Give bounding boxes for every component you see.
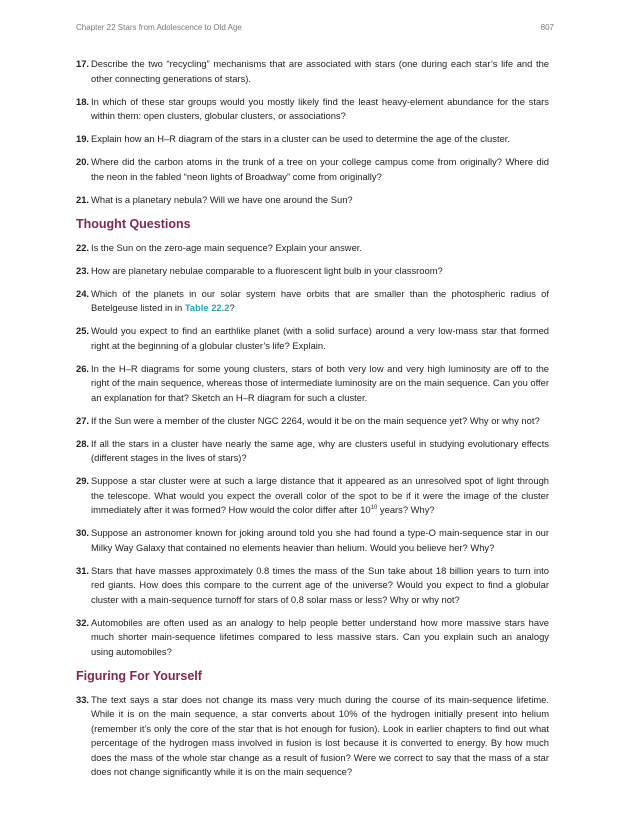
- question-number: 24.: [76, 287, 90, 299]
- question-31: [76, 564, 549, 608]
- chapter-title: Chapter 22 Stars from Adolescence to Old Age: [76, 23, 242, 32]
- question-text: [91, 287, 549, 316]
- question-text: The text says a star does not change its mass very much during the course of its main-sequence lifetime. While it is on the main sequence, a star converts about 10% of the hydrogen initially present into helium (remember it’s only the core of the star that is hot enough for fusion). Look in earlier chapters to find out what percentage of the hydrogen mass involved in fusion is lost because it is converted to energy. By how much does the mass of the whole star change as a result of fusion? Were we correct to say that the mass of a star does not change significantly while it is on the main sequence?: [91, 693, 549, 777]
- question-number: 31.: [76, 564, 90, 576]
- question-24: [76, 287, 549, 316]
- question-number: 29.: [76, 475, 90, 486]
- question-number: 22.: [76, 241, 90, 253]
- question-number: 33.: [76, 693, 90, 705]
- question-28: [76, 437, 549, 466]
- question-30: [76, 526, 549, 555]
- section-heading-thought-questions: Thought Questions: [76, 216, 191, 231]
- question-text: Would you expect to find an earthlike planet (with a solid surface) around a very low-mass star that formed right at the beginning of a globular cluster’s life? Explain.: [91, 325, 549, 351]
- question-text: How are planetary nebulae comparable to a fluorescent light bulb in your classroom?: [91, 264, 443, 276]
- question-32: [76, 616, 549, 660]
- table-link[interactable]: Table 22.2: [184, 302, 230, 313]
- question-19: [76, 132, 549, 147]
- question-text: [91, 474, 549, 518]
- figuring-questions: [76, 693, 549, 780]
- question-text: Where did the carbon atoms in the trunk of a tree on your college campus come from originally? Where did the neon in the fabled “neon lights of Broadway” come from originally?: [91, 156, 549, 182]
- question-18: [76, 95, 549, 124]
- question-number: 20.: [76, 156, 90, 167]
- question-text: Stars that have masses approximately 0.8 times the mass of the Sun take about 18 billion years to turn into red giants. How does this compare to the current age of the universe? Would you expect to find a globular cluster with a main-sequence turnoff for stars of 0.8 solar mass or less? Why or why not?: [91, 564, 549, 605]
- question-20: [76, 155, 549, 184]
- question-number: 17.: [76, 58, 90, 69]
- question-number: 21.: [76, 193, 90, 205]
- question-text-part: Suppose a star cluster were at such a large distance that it appeared as an unresolved spot of light through the telescope. What would you expect the overall color of the spot to be if it were the image of the cluster immediately after it was formed? How would the color differ after 10: [91, 475, 549, 515]
- review-questions: [76, 57, 549, 207]
- question-number: 19.: [76, 133, 90, 144]
- question-text-part: years? Why?: [377, 504, 435, 515]
- content: [76, 57, 549, 788]
- question-text-part: ?: [229, 302, 235, 313]
- question-number: 26.: [76, 362, 90, 374]
- question-number: 28.: [76, 437, 90, 449]
- question-17: [76, 57, 549, 86]
- question-text: If the Sun were a member of the cluster NGC 2264, would it be on the main sequence yet? Why or why not?: [91, 414, 540, 426]
- page-number: 807: [540, 23, 554, 32]
- question-number: 30.: [76, 527, 90, 538]
- question-text: What is a planetary nebula? Will we have one around the Sun?: [91, 193, 353, 205]
- question-text: In which of these star groups would you mostly likely find the least heavy-element abundance for the stars within them: open clusters, globular clusters, or associations?: [91, 95, 549, 121]
- question-number: 27.: [76, 414, 90, 426]
- question-22: [76, 241, 549, 256]
- question-number: 23.: [76, 264, 90, 276]
- question-number: 32.: [76, 616, 90, 628]
- section-heading-figuring-for-yourself: Figuring For Yourself: [76, 668, 202, 683]
- question-33: [76, 693, 549, 780]
- question-text-part: Which of the planets in our solar system have orbits that are smaller than the photospheric radius of Betelgeuse listed in in: [91, 287, 549, 313]
- question-text: Automobiles are often used as an analogy to help people better understand how more massive stars have much shorter main-sequence lifetimes compared to less massive stars. Can you explain such an analogy using automobiles?: [91, 616, 549, 657]
- question-text: Is the Sun on the zero-age main sequence? Explain your answer.: [91, 241, 362, 253]
- question-21: [76, 193, 549, 208]
- question-text: In the H–R diagrams for some young clusters, stars of both very low and very high luminosity are off to the right of the main sequence, whereas those of intermediate luminosity are on the main sequence. Can you offer an explanation for that? Sketch an H–R diagram for such a cluster.: [91, 362, 549, 403]
- question-text: If all the stars in a cluster have nearly the same age, why are clusters useful in studying evolutionary effects (different stages in the lives of stars)?: [91, 437, 549, 463]
- question-29: [76, 474, 549, 518]
- question-26: [76, 362, 549, 406]
- question-text: Explain how an H–R diagram of the stars in a cluster can be used to determine the age of the cluster.: [91, 133, 510, 144]
- question-number: 18.: [76, 95, 90, 107]
- running-header: [76, 23, 554, 32]
- question-number: 25.: [76, 325, 90, 336]
- question-25: [76, 324, 549, 353]
- exponent: 10: [370, 504, 378, 511]
- question-text: Suppose an astronomer known for joking around told you she had found a type-O main-sequence star in our Milky Way Galaxy that contained no elements heavier than helium. Would you believe her? Why?: [91, 527, 549, 553]
- question-text: Describe the two “recycling” mechanisms that are associated with stars (one during each star’s life and the other connecting generations of stars).: [91, 58, 549, 84]
- thought-questions: [76, 241, 549, 660]
- question-27: [76, 414, 549, 429]
- question-23: [76, 264, 549, 279]
